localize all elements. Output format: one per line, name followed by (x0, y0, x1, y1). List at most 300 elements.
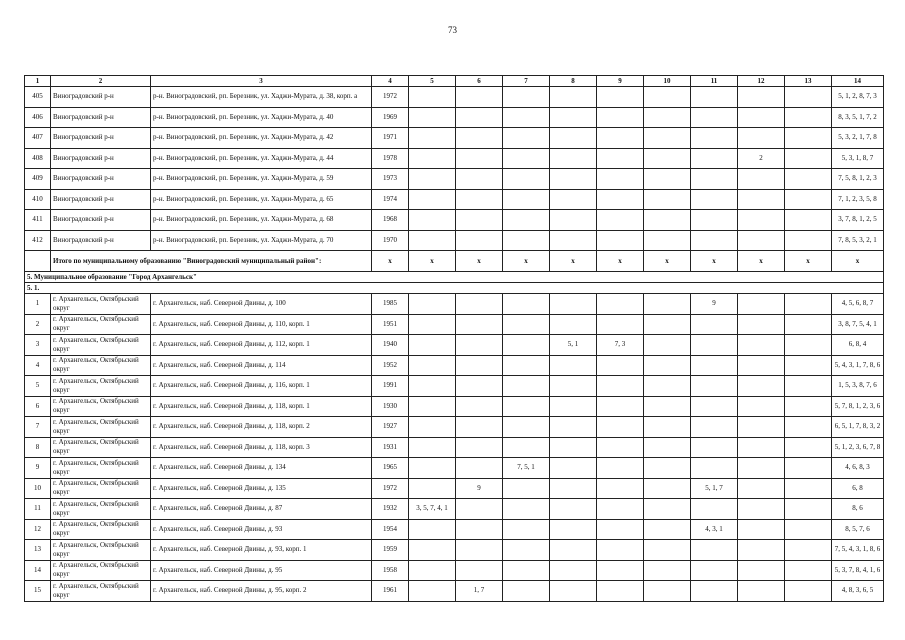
table-row (25, 230, 884, 251)
col-11-cell (691, 230, 738, 251)
table-row (25, 169, 884, 190)
column-header: 5 (409, 76, 456, 87)
district-cell: Виноградовский р-н (51, 169, 151, 190)
col-13-cell (785, 87, 832, 108)
col-8-cell (550, 437, 597, 458)
col-10-cell (644, 458, 691, 479)
total-mark-cell: х (597, 251, 644, 272)
district-cell: г. Архангельск, Октябрьский округ (51, 417, 151, 438)
col-5-cell (409, 560, 456, 581)
col-11-cell (691, 148, 738, 169)
col-11-cell (691, 335, 738, 356)
col-12-cell (738, 540, 785, 561)
col-5-cell (409, 355, 456, 376)
col-10-cell (644, 210, 691, 231)
col-12-cell: 2 (738, 148, 785, 169)
col-11-cell (691, 581, 738, 602)
table-row (25, 540, 884, 561)
table-row (25, 294, 884, 315)
year-cell: 1959 (372, 540, 409, 561)
column-header: 4 (372, 76, 409, 87)
col-13-cell (785, 189, 832, 210)
district-cell: Виноградовский р-н (51, 189, 151, 210)
table-row (25, 189, 884, 210)
district-cell: г. Архангельск, Октябрьский округ (51, 581, 151, 602)
column-header: 11 (691, 76, 738, 87)
col-13-cell (785, 376, 832, 397)
col-6-cell (456, 210, 503, 231)
col-9-cell (597, 376, 644, 397)
col-7-cell (503, 519, 550, 540)
col-13-cell (785, 560, 832, 581)
row-number-cell: 409 (25, 169, 51, 190)
col-5-cell (409, 376, 456, 397)
row-number-cell: 4 (25, 355, 51, 376)
page-number: 73 (448, 25, 457, 35)
column-header: 12 (738, 76, 785, 87)
col-12-cell (738, 107, 785, 128)
col-11-cell (691, 87, 738, 108)
col-14-cell: 6, 8, 4 (832, 335, 884, 356)
column-header: 1 (25, 76, 51, 87)
year-cell: 1931 (372, 437, 409, 458)
col-11-cell (691, 355, 738, 376)
district-cell: Виноградовский р-н (51, 148, 151, 169)
year-cell: 1972 (372, 478, 409, 499)
col-12-cell (738, 519, 785, 540)
col-5-cell (409, 210, 456, 231)
table-row (25, 128, 884, 149)
col-8-cell (550, 107, 597, 128)
col-12-cell (738, 189, 785, 210)
district-cell: г. Архангельск, Октябрьский округ (51, 335, 151, 356)
col-9-cell (597, 478, 644, 499)
address-cell: г. Архангельск, наб. Северной Двины, д. 114 (151, 355, 372, 376)
address-cell: г. Архангельск, наб. Северной Двины, д. 135 (151, 478, 372, 499)
col-6-cell (456, 540, 503, 561)
year-cell: 1965 (372, 458, 409, 479)
col-8-cell (550, 581, 597, 602)
district-cell: Виноградовский р-н (51, 107, 151, 128)
col-9-cell (597, 128, 644, 149)
col-5-cell (409, 107, 456, 128)
total-mark-cell: х (691, 251, 738, 272)
col-9-cell (597, 581, 644, 602)
table-row (25, 478, 884, 499)
year-cell: 1940 (372, 335, 409, 356)
column-header: 13 (785, 76, 832, 87)
total-mark-cell: х (738, 251, 785, 272)
col-6-cell: 1, 7 (456, 581, 503, 602)
section-title: 5. Муниципальное образование "Город Архангельск" (25, 272, 884, 283)
col-9-cell (597, 458, 644, 479)
col-10-cell (644, 519, 691, 540)
total-mark-cell: х (644, 251, 691, 272)
table-row (25, 148, 884, 169)
col-5-cell: 3, 5, 7, 4, 1 (409, 499, 456, 520)
row-number-cell: 6 (25, 396, 51, 417)
col-14-cell: 7, 5, 8, 1, 2, 3 (832, 169, 884, 190)
col-11-cell (691, 437, 738, 458)
col-11-cell (691, 540, 738, 561)
col-13-cell (785, 519, 832, 540)
col-7-cell (503, 169, 550, 190)
col-9-cell (597, 540, 644, 561)
col-8-cell (550, 87, 597, 108)
row-number-cell: 405 (25, 87, 51, 108)
col-6-cell (456, 169, 503, 190)
col-9-cell (597, 560, 644, 581)
col-10-cell (644, 148, 691, 169)
col-12-cell (738, 169, 785, 190)
row-number-cell: 3 (25, 335, 51, 356)
col-9-cell (597, 148, 644, 169)
col-11-cell (691, 376, 738, 397)
col-13-cell (785, 396, 832, 417)
col-13-cell (785, 230, 832, 251)
col-6-cell (456, 314, 503, 335)
table-row (25, 519, 884, 540)
col-8-cell (550, 230, 597, 251)
row-number-cell: 10 (25, 478, 51, 499)
col-6-cell (456, 458, 503, 479)
col-13-cell (785, 458, 832, 479)
col-13-cell (785, 294, 832, 315)
col-5-cell (409, 87, 456, 108)
col-11-cell (691, 128, 738, 149)
col-13-cell (785, 478, 832, 499)
year-cell: 1969 (372, 107, 409, 128)
col-14-cell: 7, 5, 4, 3, 1, 8, 6 (832, 540, 884, 561)
district-cell: г. Архангельск, Октябрьский округ (51, 437, 151, 458)
col-13-cell (785, 437, 832, 458)
col-5-cell (409, 581, 456, 602)
year-cell: 1972 (372, 87, 409, 108)
col-6-cell (456, 189, 503, 210)
col-11-cell: 5, 1, 7 (691, 478, 738, 499)
row-number-cell: 408 (25, 148, 51, 169)
col-9-cell (597, 417, 644, 438)
address-cell: г. Архангельск, наб. Северной Двины, д. 87 (151, 499, 372, 520)
col-14-cell: 5, 3, 7, 8, 4, 1, 6 (832, 560, 884, 581)
col-5-cell (409, 396, 456, 417)
col-6-cell (456, 128, 503, 149)
col-12-cell (738, 499, 785, 520)
address-cell: г. Архангельск, наб. Северной Двины, д. 110, корп. 1 (151, 314, 372, 335)
col-7-cell (503, 294, 550, 315)
col-14-cell: 8, 5, 7, 6 (832, 519, 884, 540)
col-7-cell (503, 107, 550, 128)
subsection-title-row (25, 283, 884, 294)
district-cell: Виноградовский р-н (51, 87, 151, 108)
col-5-cell (409, 437, 456, 458)
col-6-cell (456, 437, 503, 458)
col-7-cell (503, 396, 550, 417)
address-cell: р-н. Виноградовский, рп. Березник, ул. Хаджи-Мурата, д. 68 (151, 210, 372, 231)
col-6-cell (456, 355, 503, 376)
col-6-cell (456, 148, 503, 169)
col-12-cell (738, 560, 785, 581)
district-cell: г. Архангельск, Октябрьский округ (51, 560, 151, 581)
col-14-cell: 6, 8 (832, 478, 884, 499)
address-cell: р-н. Виноградовский, рп. Березник, ул. Хаджи-Мурата, д. 42 (151, 128, 372, 149)
district-cell: Виноградовский р-н (51, 210, 151, 231)
year-cell: 1974 (372, 189, 409, 210)
row-number-cell: 412 (25, 230, 51, 251)
row-number-cell: 2 (25, 314, 51, 335)
col-11-cell (691, 169, 738, 190)
row-number-cell: 5 (25, 376, 51, 397)
col-8-cell (550, 189, 597, 210)
col-13-cell (785, 499, 832, 520)
col-7-cell (503, 437, 550, 458)
col-9-cell (597, 169, 644, 190)
total-mark-cell: х (409, 251, 456, 272)
address-cell: г. Архангельск, наб. Северной Двины, д. 118, корп. 2 (151, 417, 372, 438)
col-5-cell (409, 230, 456, 251)
district-cell: г. Архангельск, Октябрьский округ (51, 519, 151, 540)
row-number-cell: 411 (25, 210, 51, 231)
table-row (25, 314, 884, 335)
total-mark-cell: х (832, 251, 884, 272)
table-row (25, 87, 884, 108)
col-13-cell (785, 581, 832, 602)
col-5-cell (409, 478, 456, 499)
col-8-cell (550, 540, 597, 561)
col-14-cell: 3, 7, 8, 1, 2, 5 (832, 210, 884, 231)
col-5-cell (409, 335, 456, 356)
address-cell: р-н. Виноградовский, рп. Березник, ул. Хаджи-Мурата, д. 59 (151, 169, 372, 190)
table-row (25, 335, 884, 356)
address-cell: г. Архангельск, наб. Северной Двины, д. 100 (151, 294, 372, 315)
col-13-cell (785, 210, 832, 231)
col-5-cell (409, 128, 456, 149)
col-11-cell (691, 417, 738, 438)
col-7-cell (503, 355, 550, 376)
row-number-cell: 406 (25, 107, 51, 128)
col-10-cell (644, 335, 691, 356)
col-7-cell (503, 148, 550, 169)
col-11-cell (691, 458, 738, 479)
district-cell: г. Архангельск, Октябрьский округ (51, 355, 151, 376)
district-cell: г. Архангельск, Октябрьский округ (51, 540, 151, 561)
col-11-cell (691, 210, 738, 231)
table-row (25, 458, 884, 479)
col-13-cell (785, 169, 832, 190)
col-7-cell (503, 417, 550, 438)
col-12-cell (738, 376, 785, 397)
col-8-cell (550, 294, 597, 315)
col-11-cell (691, 107, 738, 128)
address-cell: р-н. Виноградовский, рп. Березник, ул. Хаджи-Мурата, д. 44 (151, 148, 372, 169)
col-14-cell: 5, 3, 1, 8, 7 (832, 148, 884, 169)
col-10-cell (644, 294, 691, 315)
col-14-cell: 7, 1, 2, 3, 5, 8 (832, 189, 884, 210)
total-mark-cell: х (372, 251, 409, 272)
col-14-cell: 4, 6, 8, 3 (832, 458, 884, 479)
col-10-cell (644, 376, 691, 397)
total-mark-cell: х (503, 251, 550, 272)
col-10-cell (644, 478, 691, 499)
address-cell: г. Архангельск, наб. Северной Двины, д. 93 (151, 519, 372, 540)
col-5-cell (409, 458, 456, 479)
col-14-cell: 5, 1, 2, 3, 6, 7, 8 (832, 437, 884, 458)
col-11-cell: 9 (691, 294, 738, 315)
year-cell: 1985 (372, 294, 409, 315)
col-8-cell (550, 417, 597, 438)
col-7-cell (503, 376, 550, 397)
section-title-row (25, 272, 884, 283)
col-8-cell (550, 210, 597, 231)
col-10-cell (644, 540, 691, 561)
col-6-cell (456, 230, 503, 251)
housing-registry-table (24, 75, 884, 602)
col-12-cell (738, 87, 785, 108)
col-7-cell: 7, 5, 1 (503, 458, 550, 479)
col-10-cell (644, 87, 691, 108)
col-12-cell (738, 458, 785, 479)
year-cell: 1970 (372, 230, 409, 251)
district-cell: Виноградовский р-н (51, 230, 151, 251)
col-13-cell (785, 335, 832, 356)
col-9-cell (597, 396, 644, 417)
col-9-cell (597, 519, 644, 540)
table-row (25, 210, 884, 231)
col-6-cell (456, 560, 503, 581)
col-14-cell: 5, 3, 2, 1, 7, 8 (832, 128, 884, 149)
year-cell: 1930 (372, 396, 409, 417)
year-cell: 1971 (372, 128, 409, 149)
col-11-cell (691, 314, 738, 335)
col-7-cell (503, 540, 550, 561)
col-9-cell (597, 107, 644, 128)
district-cell: г. Архангельск, Октябрьский округ (51, 458, 151, 479)
col-10-cell (644, 169, 691, 190)
col-14-cell: 8, 3, 5, 1, 7, 2 (832, 107, 884, 128)
district-cell: г. Архангельск, Октябрьский округ (51, 294, 151, 315)
col-6-cell (456, 396, 503, 417)
district-cell: г. Архангельск, Октябрьский округ (51, 478, 151, 499)
column-header: 7 (503, 76, 550, 87)
address-cell: г. Архангельск, наб. Северной Двины, д. 95, корп. 2 (151, 581, 372, 602)
year-cell: 1961 (372, 581, 409, 602)
address-cell: г. Архангельск, наб. Северной Двины, д. 118, корп. 3 (151, 437, 372, 458)
total-mark-cell: х (550, 251, 597, 272)
col-14-cell: 7, 8, 5, 3, 2, 1 (832, 230, 884, 251)
col-12-cell (738, 355, 785, 376)
col-7-cell (503, 560, 550, 581)
table-row (25, 107, 884, 128)
col-10-cell (644, 417, 691, 438)
col-10-cell (644, 230, 691, 251)
row-number-cell: 14 (25, 560, 51, 581)
col-10-cell (644, 437, 691, 458)
col-5-cell (409, 189, 456, 210)
col-8-cell (550, 148, 597, 169)
col-8-cell (550, 396, 597, 417)
year-cell: 1952 (372, 355, 409, 376)
col-14-cell: 4, 5, 6, 8, 7 (832, 294, 884, 315)
col-13-cell (785, 107, 832, 128)
col-13-cell (785, 314, 832, 335)
col-13-cell (785, 540, 832, 561)
col-13-cell (785, 128, 832, 149)
column-header: 2 (51, 76, 151, 87)
year-cell: 1968 (372, 210, 409, 231)
col-7-cell (503, 189, 550, 210)
col-14-cell: 4, 8, 3, 6, 5 (832, 581, 884, 602)
col-13-cell (785, 417, 832, 438)
column-header: 8 (550, 76, 597, 87)
col-12-cell (738, 210, 785, 231)
col-10-cell (644, 107, 691, 128)
col-8-cell (550, 128, 597, 149)
col-6-cell: 9 (456, 478, 503, 499)
col-7-cell (503, 230, 550, 251)
col-10-cell (644, 581, 691, 602)
col-7-cell (503, 499, 550, 520)
address-cell: г. Архангельск, наб. Северной Двины, д. 116, корп. 1 (151, 376, 372, 397)
col-11-cell (691, 396, 738, 417)
address-cell: р-н. Виноградовский, рп. Березник, ул. Хаджи-Мурата, д. 38, корп. а (151, 87, 372, 108)
col-14-cell: 5, 1, 2, 8, 7, 3 (832, 87, 884, 108)
col-12-cell (738, 314, 785, 335)
col-6-cell (456, 499, 503, 520)
year-cell: 1978 (372, 148, 409, 169)
column-header: 6 (456, 76, 503, 87)
col-5-cell (409, 148, 456, 169)
year-cell: 1951 (372, 314, 409, 335)
col-7-cell (503, 478, 550, 499)
col-10-cell (644, 128, 691, 149)
column-number-header-row (25, 76, 884, 87)
col-10-cell (644, 189, 691, 210)
col-14-cell: 5, 7, 8, 1, 2, 3, 6 (832, 396, 884, 417)
col-10-cell (644, 499, 691, 520)
total-mark-cell: х (785, 251, 832, 272)
table-row (25, 376, 884, 397)
col-5-cell (409, 417, 456, 438)
col-6-cell (456, 294, 503, 315)
address-cell: г. Архангельск, наб. Северной Двины, д. 95 (151, 560, 372, 581)
address-cell: г. Архангельск, наб. Северной Двины, д. 93, корп. 1 (151, 540, 372, 561)
col-8-cell (550, 478, 597, 499)
col-9-cell (597, 355, 644, 376)
row-number-cell: 11 (25, 499, 51, 520)
col-8-cell: 5, 1 (550, 335, 597, 356)
col-9-cell: 7, 3 (597, 335, 644, 356)
row-number-cell: 410 (25, 189, 51, 210)
col-7-cell (503, 581, 550, 602)
row-number-cell: 1 (25, 294, 51, 315)
column-header: 3 (151, 76, 372, 87)
col-9-cell (597, 210, 644, 231)
row-number-cell: 407 (25, 128, 51, 149)
col-9-cell (597, 294, 644, 315)
col-10-cell (644, 396, 691, 417)
col-9-cell (597, 314, 644, 335)
col-9-cell (597, 230, 644, 251)
total-mark-cell: х (456, 251, 503, 272)
col-12-cell (738, 294, 785, 315)
col-12-cell (738, 417, 785, 438)
table-row (25, 560, 884, 581)
col-9-cell (597, 437, 644, 458)
year-cell: 1932 (372, 499, 409, 520)
col-10-cell (644, 560, 691, 581)
col-8-cell (550, 376, 597, 397)
col-6-cell (456, 417, 503, 438)
